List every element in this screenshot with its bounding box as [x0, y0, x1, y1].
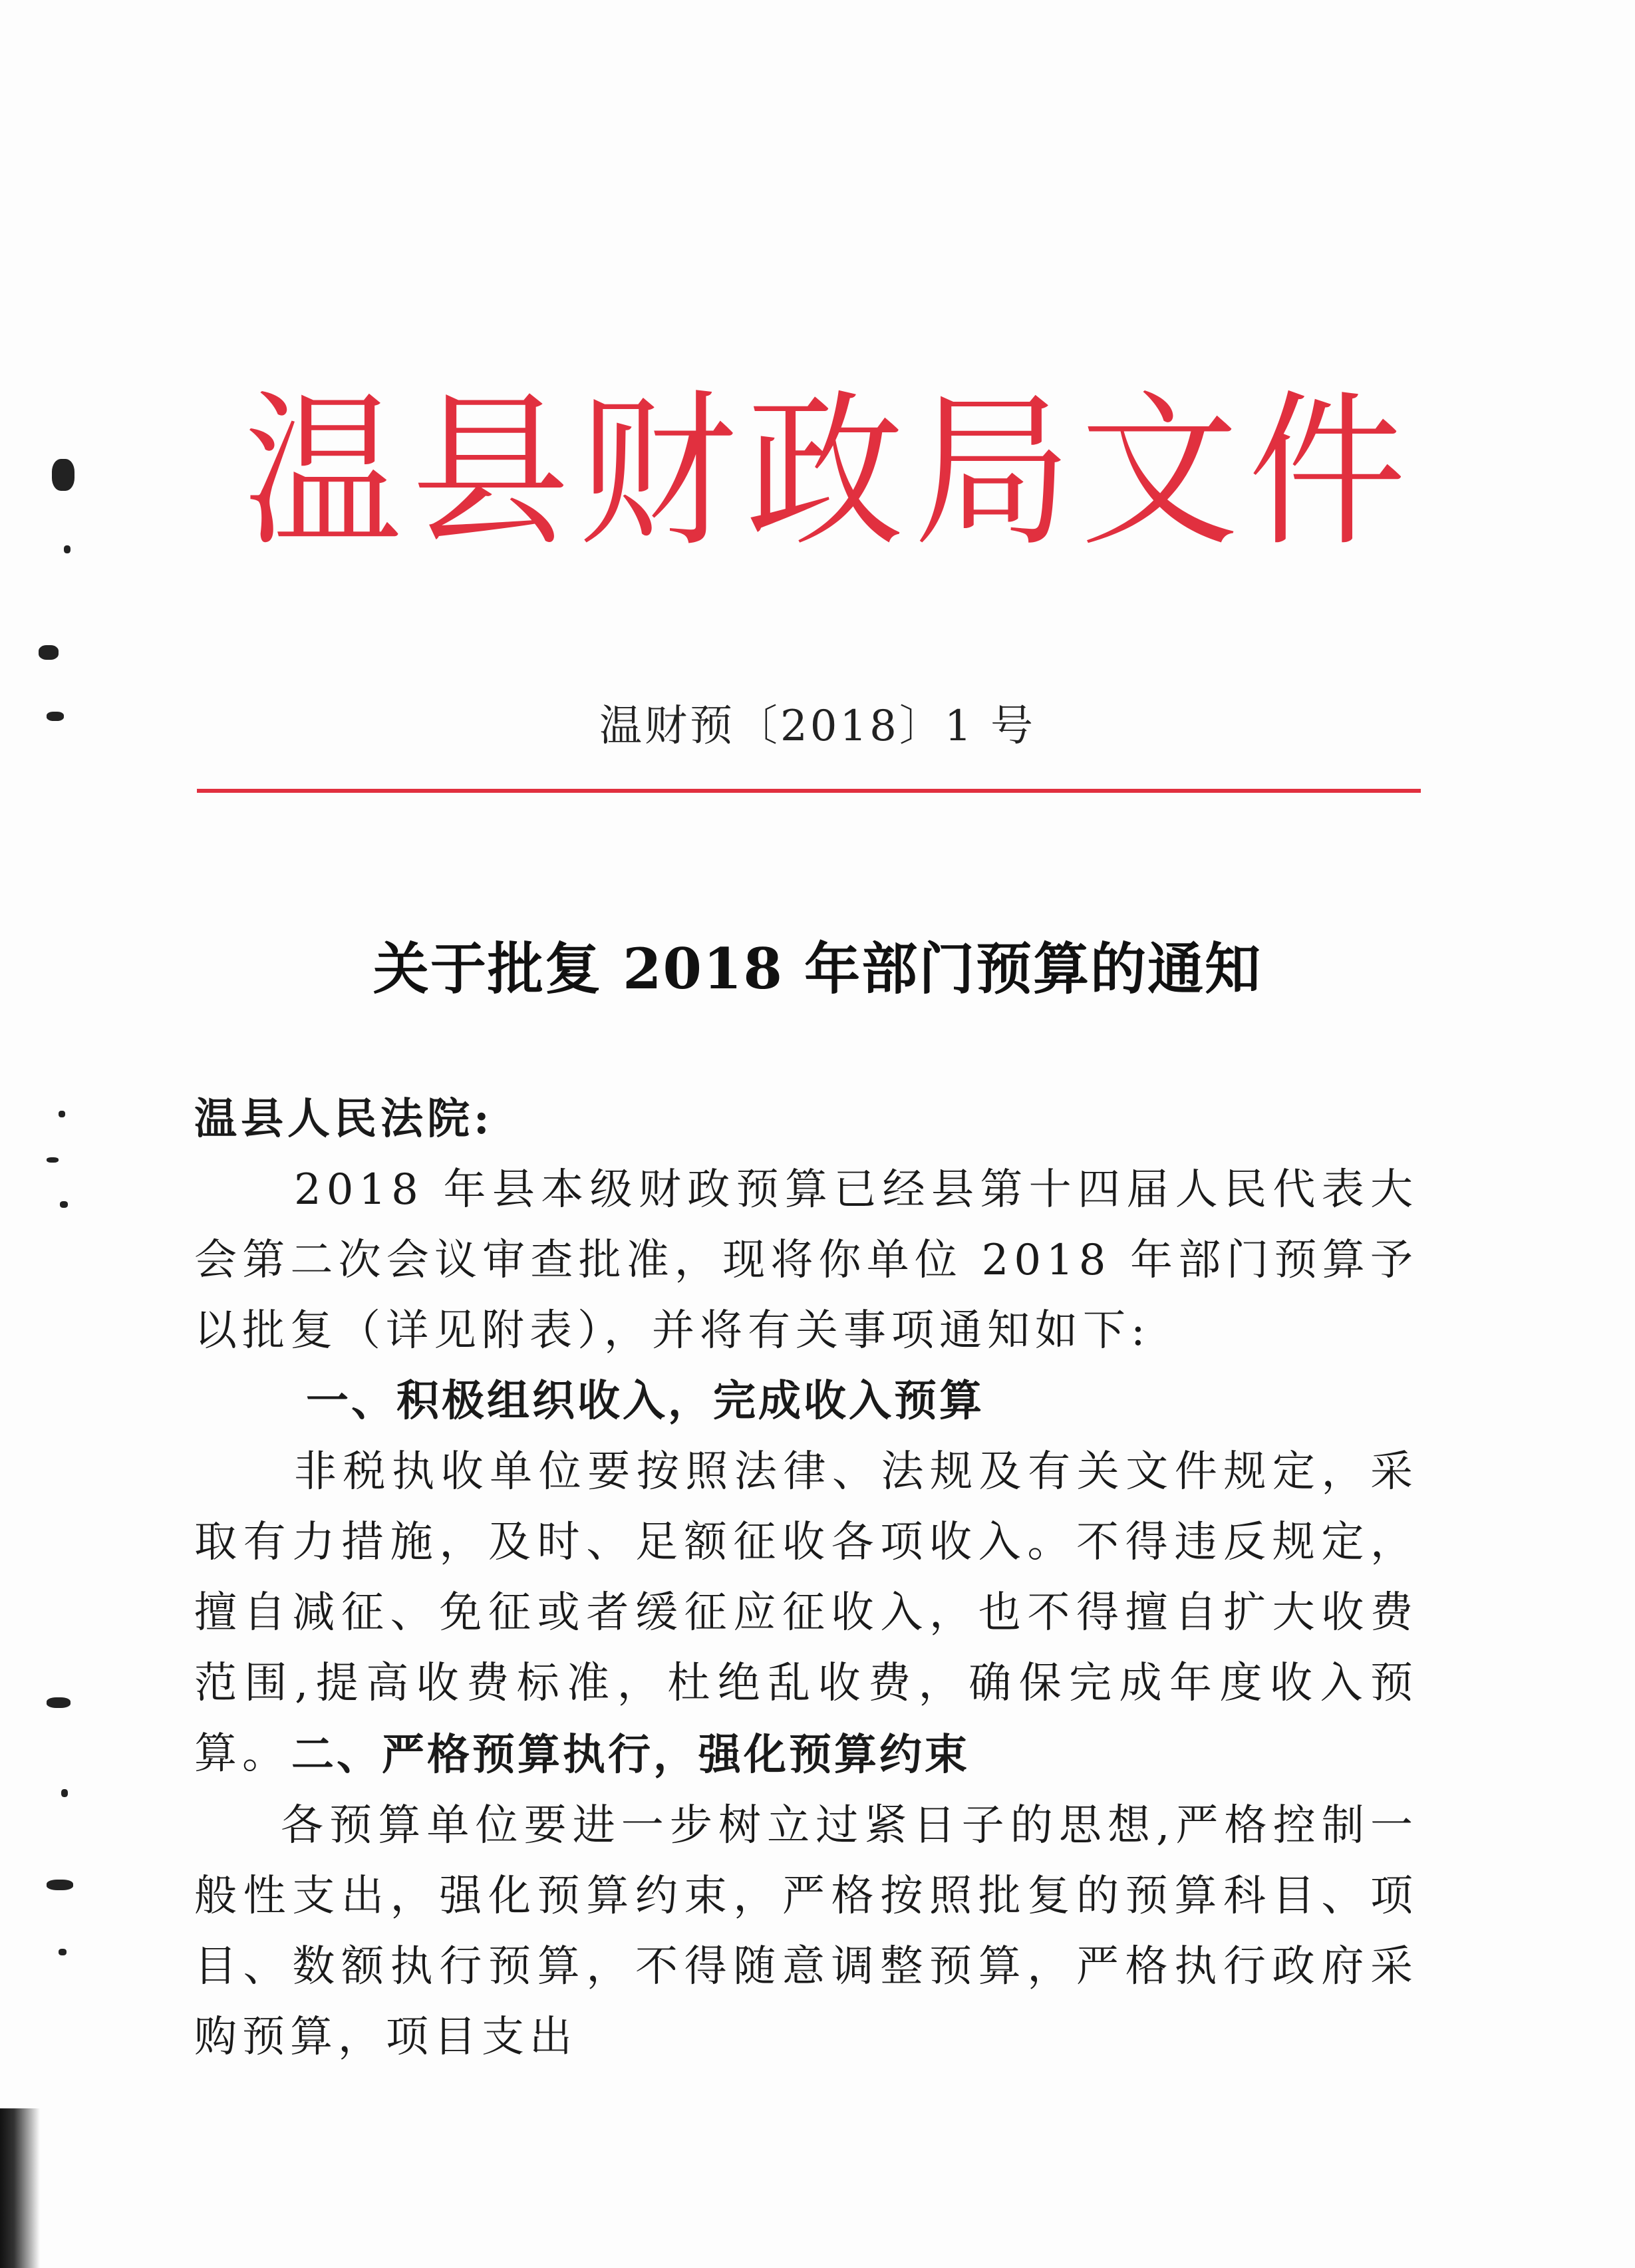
binding-hole-mark [47, 1697, 71, 1708]
section-2-body: 各预算单位要进一步树立过紧日子的思想,严格控制一般性支出，强化预算约束，严格按照批复的预算科目、项目、数额执行预算，不得随意调整预算，严格执行政府采购预算，项目支出 [194, 1801, 1418, 2062]
binding-hole-mark [52, 459, 74, 491]
section-1-body: 非税执收单位要按照法律、法规及有关文件规定，采取有力措施，及时、足额征收各项收入。不得违反规定，擅自减征、免征或者缓征应征收入，也不得擅自扩大收费范围,提高收费标准，杜绝乱收费，确保完成年度收入预算。 [194, 1447, 1418, 1778]
binding-hole-mark [47, 1880, 73, 1890]
binding-hole-mark [47, 1157, 59, 1163]
masthead-char: 政 [746, 375, 904, 569]
masthead-title [239, 372, 1410, 572]
masthead-char: 财 [578, 375, 737, 569]
binding-hole-mark [59, 1949, 67, 1955]
recipient-line: 温县人民法院: [194, 1094, 494, 1144]
intro-paragraph: 2018 年县本级财政预算已经县第十四届人民代表大会第二次会议审查批准，现将你单位 2018 年部门预算予以批复（详见附表），并将有关事项通知如下: [194, 1165, 1418, 1355]
masthead-char: 局 [913, 375, 1072, 569]
document-number: 温财预〔2018〕1 号 [599, 702, 1036, 751]
masthead-char: 文 [1080, 375, 1239, 569]
binding-hole-mark [59, 1111, 65, 1117]
masthead-char: 件 [1248, 375, 1406, 569]
section-2-heading: 二、严格预算执行，强化预算约束 [291, 1730, 970, 1780]
notice-title: 关于批复 2018 年部门预算的通知 [372, 936, 1263, 1002]
binding-hole-mark [64, 545, 71, 553]
binding-hole-mark [61, 1789, 68, 1797]
red-divider-line [197, 789, 1421, 793]
section-1-heading: 一、积极组织收入，完成收入预算 [306, 1376, 984, 1426]
binding-hole-mark [39, 645, 59, 660]
binding-hole-mark [60, 1201, 68, 1208]
masthead-char: 县 [410, 375, 569, 569]
scan-edge-shadow [0, 2108, 40, 2268]
masthead-char: 温 [243, 375, 402, 569]
